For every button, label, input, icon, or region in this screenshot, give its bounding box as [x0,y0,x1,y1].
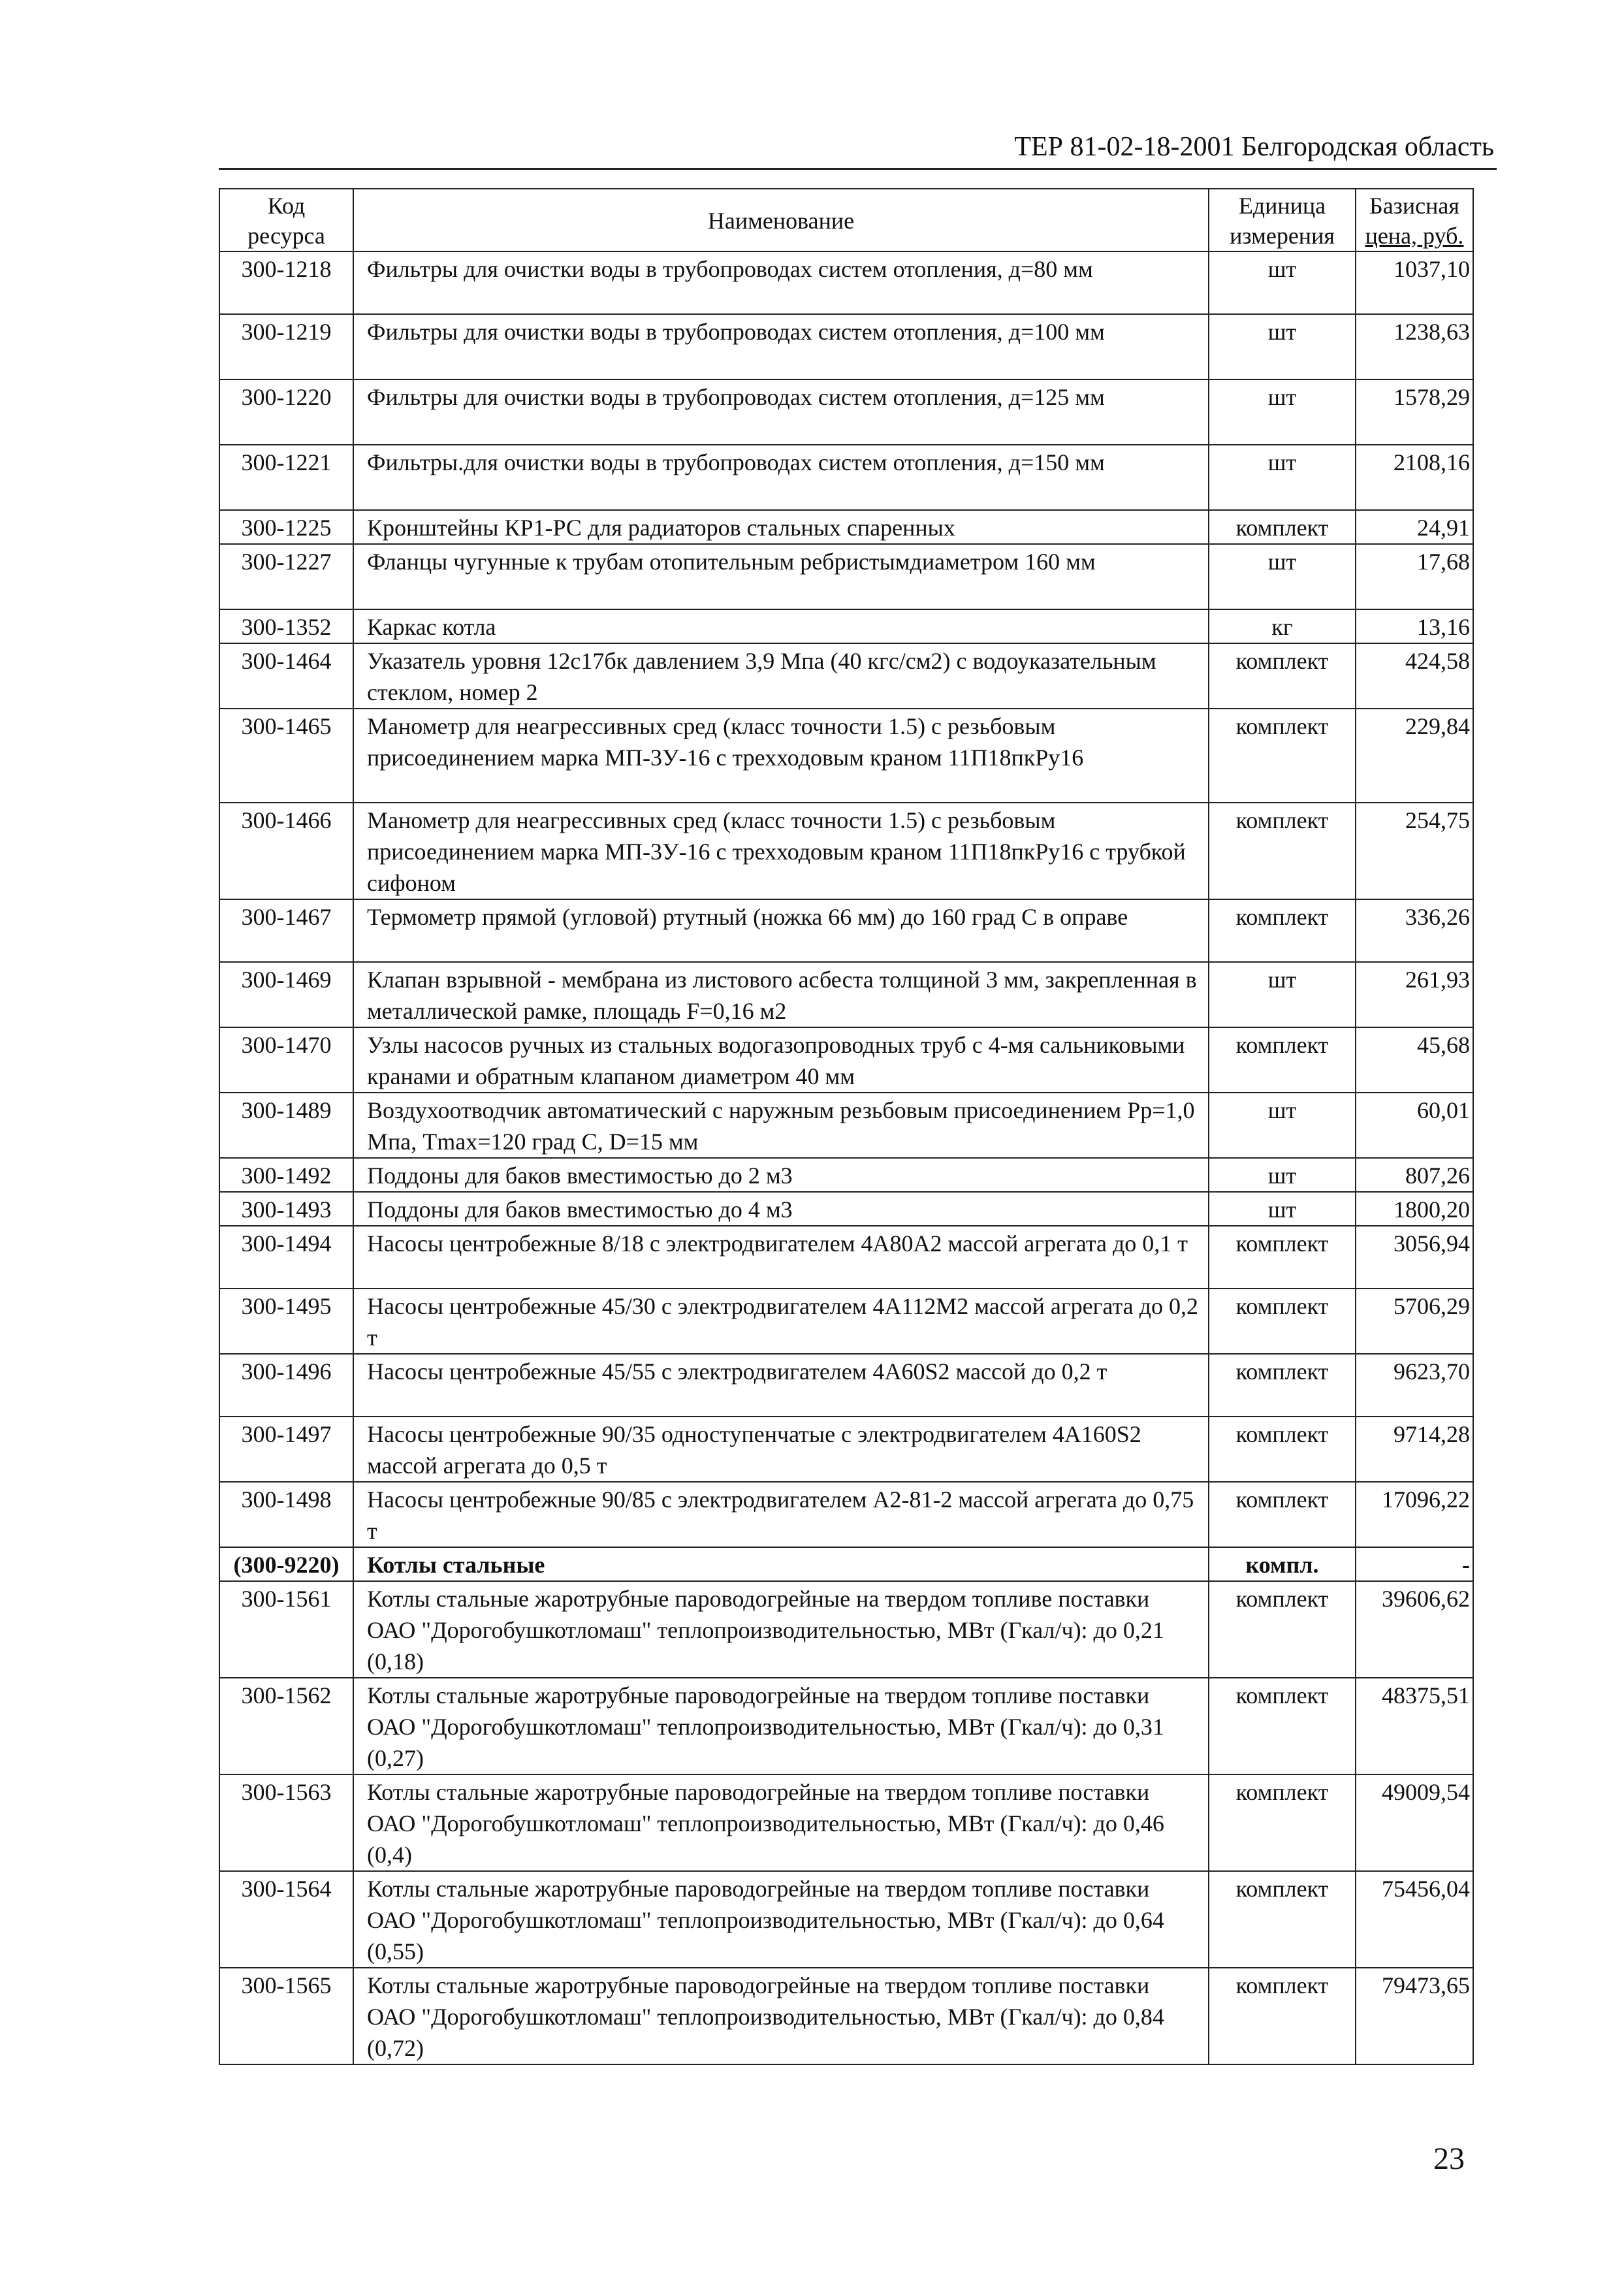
unit-cell: комплект [1209,1581,1356,1678]
table-row [219,544,1473,609]
column-header-name: Наименование [353,189,1209,251]
column-header-code: Код ресурса [219,189,353,251]
resource-name-cell: Поддоны для баков вместимостью до 2 м3 [353,1158,1209,1192]
price-cell: 79473,65 [1356,1968,1473,2064]
resource-name-cell: Котлы стальные жаротрубные пароводогрейные на твердом топливе поставки ОАО "Дорогобушкотломаш" теплопроизводительностью, МВт (Гкал/ч): до 0,31 (0,27) [353,1678,1209,1774]
resource-name-cell: Поддоны для баков вместимостью до 4 м3 [353,1192,1209,1226]
price-cell: 261,93 [1356,962,1473,1027]
table-row [219,1289,1473,1354]
table-row [219,1547,1473,1581]
resource-price-table [219,188,1474,2065]
price-cell: 336,26 [1356,899,1473,962]
resource-name-cell: Кронштейны КР1-РС для радиаторов стальных спаренных [353,510,1209,544]
unit-cell: шт [1209,314,1356,379]
unit-cell: шт [1209,1158,1356,1192]
table-row [219,445,1473,510]
resource-code-cell: 300-1464 [219,643,353,709]
unit-cell: комплект [1209,1482,1356,1547]
price-cell: 9714,28 [1356,1417,1473,1482]
resource-name-cell: Фланцы чугунные к трубам отопительным ребристымдиаметром 160 мм [353,544,1209,609]
resource-name-cell: Указатель уровня 12с17бк давлением 3,9 Мпа (40 кгс/см2) с водоуказательным стеклом, номер 2 [353,643,1209,709]
price-cell: 9623,70 [1356,1354,1473,1417]
price-cell: 2108,16 [1356,445,1473,510]
resource-name-cell: Насосы центробежные 90/35 одноступенчатые с электродвигателем 4А160S2 массой агрегата до 0,5 т [353,1417,1209,1482]
resource-name-cell: Котлы стальные жаротрубные пароводогрейные на твердом топливе поставки ОАО "Дорогобушкотломаш" теплопроизводительностью, МВт (Гкал/ч): до 0,21 (0,18) [353,1581,1209,1678]
resource-code-cell: 300-1489 [219,1093,353,1158]
unit-cell: комплект [1209,899,1356,962]
unit-cell: шт [1209,1192,1356,1226]
table-row [219,251,1473,314]
table-row [219,1482,1473,1547]
unit-cell: шт [1209,962,1356,1027]
resource-name-cell: Насосы центробежные 8/18 с электродвигателем 4А80А2 массой агрегата до 0,1 т [353,1226,1209,1289]
resource-name-cell: Котлы стальные жаротрубные пароводогрейные на твердом топливе поставки ОАО "Дорогобушкотломаш" теплопроизводительностью, МВт (Гкал/ч): до 0,64 (0,55) [353,1871,1209,1968]
price-cell: 13,16 [1356,609,1473,643]
resource-code-cell: 300-1561 [219,1581,353,1678]
price-cell: 17,68 [1356,544,1473,609]
resource-code-cell: 300-1221 [219,445,353,510]
table-row [219,803,1473,899]
resource-code-cell: 300-1219 [219,314,353,379]
price-cell: 1238,63 [1356,314,1473,379]
resource-code-cell: 300-1495 [219,1289,353,1354]
resource-code-cell: 300-1225 [219,510,353,544]
unit-cell: комплект [1209,1354,1356,1417]
table-row [219,1417,1473,1482]
table-row [219,1774,1473,1871]
resource-code-cell: (300-9220) [219,1547,353,1581]
resource-name-cell: Котлы стальные [353,1547,1209,1581]
table-row [219,609,1473,643]
price-cell: 1800,20 [1356,1192,1473,1226]
price-cell: 45,68 [1356,1027,1473,1093]
unit-cell: шт [1209,251,1356,314]
table-row [219,1581,1473,1678]
resource-code-cell: 300-1470 [219,1027,353,1093]
table-header-row [219,189,1473,251]
price-cell: 75456,04 [1356,1871,1473,1968]
resource-code-cell: 300-1496 [219,1354,353,1417]
price-cell: 229,84 [1356,709,1473,803]
resource-code-cell: 300-1218 [219,251,353,314]
price-cell: 17096,22 [1356,1482,1473,1547]
running-header [219,127,1497,170]
resource-name-cell: Котлы стальные жаротрубные пароводогрейные на твердом топливе поставки ОАО "Дорогобушкотломаш" теплопроизводительностью, МВт (Гкал/ч): до 0,46 (0,4) [353,1774,1209,1871]
column-header-unit: Единица измерения [1209,189,1356,251]
resource-code-cell: 300-1563 [219,1774,353,1871]
unit-cell: комплект [1209,1678,1356,1774]
unit-cell: комплект [1209,1871,1356,1968]
unit-cell: шт [1209,1093,1356,1158]
table-row [219,1093,1473,1158]
resource-name-cell: Узлы насосов ручных из стальных водогазопроводных труб с 4-мя сальниковыми кранами и обратным клапаном диаметром 40 мм [353,1027,1209,1093]
resource-name-cell: Фильтры.для очистки воды в трубопроводах систем отопления, д=150 мм [353,445,1209,510]
resource-code-cell: 300-1494 [219,1226,353,1289]
unit-cell: комплект [1209,1968,1356,2064]
resource-name-cell: Манометр для неагрессивных сред (класс точности 1.5) с резьбовым присоединением марка МП-3У-16 с трехходовым краном 11П18пкРу16 с трубкой сифоном [353,803,1209,899]
resource-code-cell: 300-1493 [219,1192,353,1226]
price-cell: 807,26 [1356,1158,1473,1192]
table-row [219,510,1473,544]
resource-code-cell: 300-1498 [219,1482,353,1547]
table-row [219,643,1473,709]
unit-cell: шт [1209,379,1356,445]
price-cell: 5706,29 [1356,1289,1473,1354]
table-row [219,899,1473,962]
unit-cell: комплект [1209,1226,1356,1289]
table-row [219,1158,1473,1192]
resource-code-cell: 300-1465 [219,709,353,803]
page-number: 23 [1433,2141,1465,2176]
table-row [219,709,1473,803]
unit-cell: комплект [1209,510,1356,544]
unit-cell: комплект [1209,803,1356,899]
price-cell: - [1356,1547,1473,1581]
resource-name-cell: Воздухоотводчик автоматический с наружным резьбовым присоединением Рр=1,0 Мпа, Тmax=120 град С, D=15 мм [353,1093,1209,1158]
price-cell: 1578,29 [1356,379,1473,445]
table-row [219,1968,1473,2064]
resource-name-cell: Насосы центробежные 45/30 с электродвигателем 4А112М2 массой агрегата до 0,2 т [353,1289,1209,1354]
resource-name-cell: Фильтры для очистки воды в трубопроводах систем отопления, д=80 мм [353,251,1209,314]
table-row [219,1871,1473,1968]
unit-cell: компл. [1209,1547,1356,1581]
price-cell: 254,75 [1356,803,1473,899]
resource-name-cell: Клапан взрывной - мембрана из листового асбеста толщиной 3 мм, закрепленная в металлической рамке, площадь F=0,16 м2 [353,962,1209,1027]
resource-name-cell: Насосы центробежные 90/85 с электродвигателем А2-81-2 массой агрегата до 0,75 т [353,1482,1209,1547]
resource-name-cell: Котлы стальные жаротрубные пароводогрейные на твердом топливе поставки ОАО "Дорогобушкотломаш" теплопроизводительностью, МВт (Гкал/ч): до 0,84 (0,72) [353,1968,1209,2064]
resource-name-cell: Манометр для неагрессивных сред (класс точности 1.5) с резьбовым присоединением марка МП-3У-16 с трехходовым краном 11П18пкРу16 [353,709,1209,803]
table-row [219,962,1473,1027]
resource-name-cell: Насосы центробежные 45/55 с электродвигателем 4А60S2 массой до 0,2 т [353,1354,1209,1417]
unit-cell: комплект [1209,643,1356,709]
resource-code-cell: 300-1467 [219,899,353,962]
resource-code-cell: 300-1352 [219,609,353,643]
resource-code-cell: 300-1227 [219,544,353,609]
document-title: ТЕР 81-02-18-2001 Белгородская область [1014,132,1494,162]
table-row [219,1027,1473,1093]
resource-code-cell: 300-1565 [219,1968,353,2064]
price-cell: 424,58 [1356,643,1473,709]
resource-code-cell: 300-1466 [219,803,353,899]
table-row [219,1192,1473,1226]
table-row [219,1226,1473,1289]
price-cell: 49009,54 [1356,1774,1473,1871]
unit-cell: шт [1209,544,1356,609]
resource-name-cell: Фильтры для очистки воды в трубопроводах систем отопления, д=100 мм [353,314,1209,379]
resource-code-cell: 300-1497 [219,1417,353,1482]
resource-code-cell: 300-1469 [219,962,353,1027]
unit-cell: комплект [1209,1417,1356,1482]
resource-name-cell: Каркас котла [353,609,1209,643]
table-row [219,314,1473,379]
table-row [219,1354,1473,1417]
price-cell: 39606,62 [1356,1581,1473,1678]
resource-name-cell: Фильтры для очистки воды в трубопроводах систем отопления, д=125 мм [353,379,1209,445]
unit-cell: шт [1209,445,1356,510]
resource-name-cell: Термометр прямой (угловой) ртутный (ножка 66 мм) до 160 град С в оправе [353,899,1209,962]
resource-code-cell: 300-1564 [219,1871,353,1968]
table-row [219,1678,1473,1774]
price-cell: 1037,10 [1356,251,1473,314]
price-cell: 24,91 [1356,510,1473,544]
table-body [219,251,1473,2064]
resource-code-cell: 300-1220 [219,379,353,445]
unit-cell: комплект [1209,1289,1356,1354]
price-cell: 3056,94 [1356,1226,1473,1289]
price-cell: 60,01 [1356,1093,1473,1158]
column-header-price: Базисная цена, руб. [1356,189,1473,251]
price-cell: 48375,51 [1356,1678,1473,1774]
unit-cell: комплект [1209,1027,1356,1093]
unit-cell: кг [1209,609,1356,643]
unit-cell: комплект [1209,1774,1356,1871]
table-row [219,379,1473,445]
unit-cell: комплект [1209,709,1356,803]
resource-code-cell: 300-1492 [219,1158,353,1192]
resource-code-cell: 300-1562 [219,1678,353,1774]
